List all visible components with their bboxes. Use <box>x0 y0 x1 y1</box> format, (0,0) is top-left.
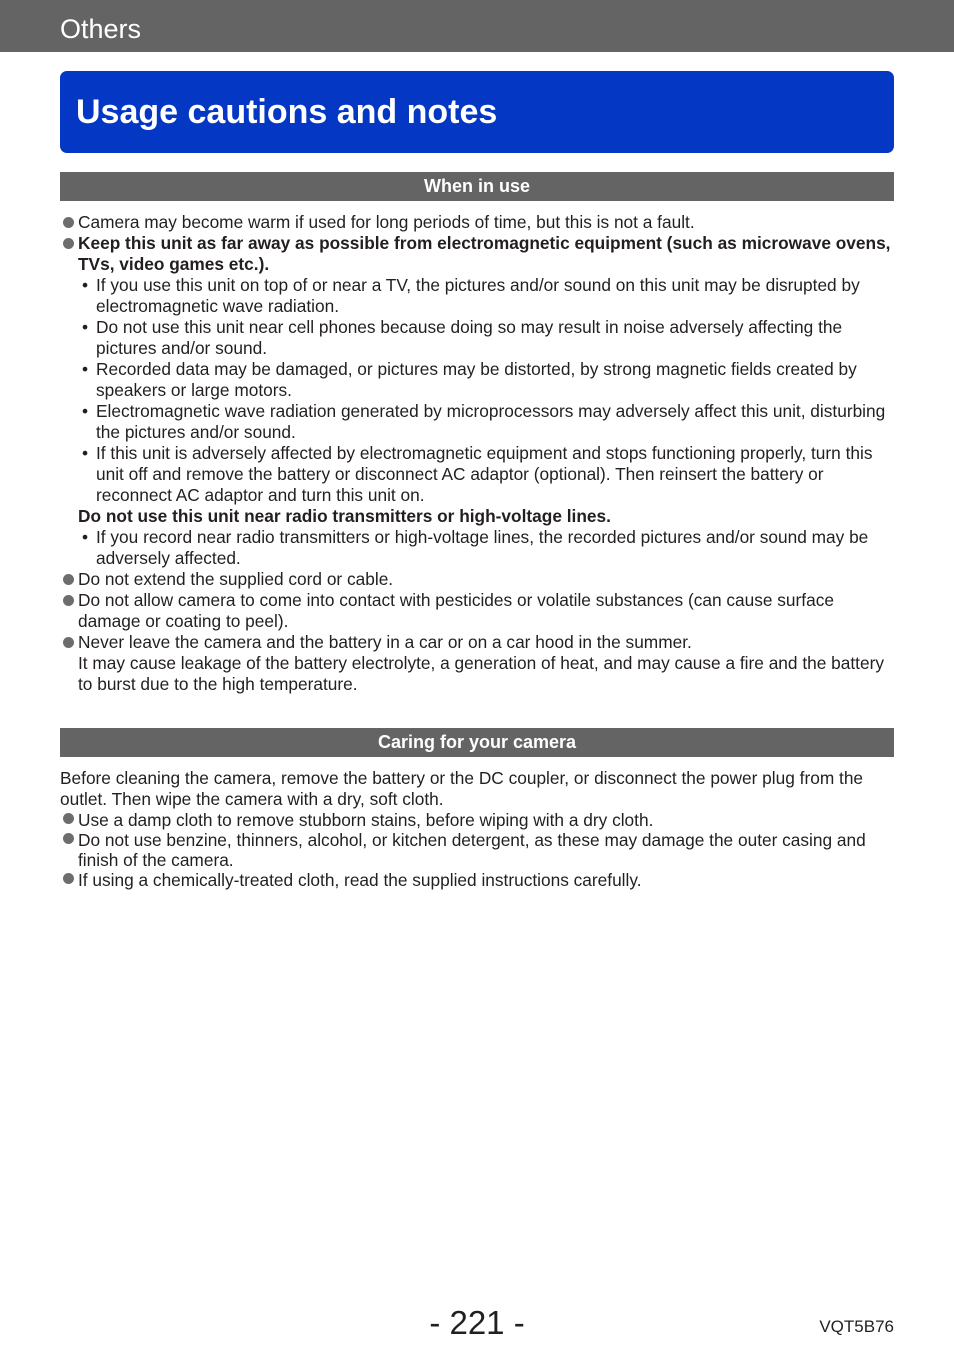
when-in-use-heading: When in use <box>60 172 894 201</box>
page-number: - 221 - <box>429 1304 525 1341</box>
section-title: Others <box>60 14 142 44</box>
sub-item: • Electromagnetic wave radiation generated by microprocessors may adversely affect this unit, disturbing the pictures and/or sound. <box>60 401 894 443</box>
bullet-item: Do not extend the supplied cord or cable. <box>60 569 894 590</box>
top-section-bar <box>0 0 954 52</box>
bullet-item: Camera may become warm if used for long periods of time, but this is not a fault. <box>60 212 894 233</box>
sub-item: • Do not use this unit near cell phones because doing so may result in noise adversely affecting the pictures and/or sound. <box>60 317 894 359</box>
sub-item: • If this unit is adversely affected by electromagnetic equipment and stops functioning properly, turn this unit off and remove the battery or disconnect AC adaptor (optional). Then reinsert the battery or reconnect AC adaptor and turn this unit on. <box>60 443 894 506</box>
sub-item: • If you record near radio transmitters or high-voltage lines, the recorded pictures and/or sound may be adversely affected. <box>60 527 894 569</box>
sub-item: • If you use this unit on top of or near a TV, the pictures and/or sound on this unit may be disrupted by electromagnetic wave radiation. <box>60 275 894 317</box>
when-in-use-content <box>60 212 894 695</box>
title-box <box>60 71 894 153</box>
radio-warning: Do not use this unit near radio transmitters or high-voltage lines. <box>78 506 611 526</box>
bullet-item: Do not use benzine, thinners, alcohol, or kitchen detergent, as these may damage the outer casing and finish of the camera. <box>60 830 894 870</box>
bullet-item: Do not allow camera to come into contact with pesticides or volatile substances (can cause surface damage or coating to peel). <box>60 590 894 632</box>
caring-intro: Before cleaning the camera, remove the battery or the DC coupler, or disconnect the power plug from the outlet. Then wipe the camera with a dry, soft cloth. <box>60 768 864 809</box>
caring-content <box>60 768 894 890</box>
bullet-item: If using a chemically-treated cloth, read the supplied instructions carefully. <box>60 870 894 890</box>
page-title: Usage cautions and notes <box>76 93 498 131</box>
caring-heading: Caring for your camera <box>60 728 894 757</box>
bullet-item-bold: Keep this unit as far away as possible from electromagnetic equipment (such as microwave ovens, TVs, video games etc.). <box>60 233 894 275</box>
sub-item: • Recorded data may be damaged, or pictures may be distorted, by strong magnetic fields created by speakers or large motors. <box>60 359 894 401</box>
bullet-item: Use a damp cloth to remove stubborn stains, before wiping with a dry cloth. <box>60 810 894 830</box>
document-code: VQT5B76 <box>819 1317 894 1336</box>
bullet-detail: It may cause leakage of the battery electrolyte, a generation of heat, and may cause a fire and the battery to burst due to the high temperature. <box>78 653 884 694</box>
bullet-item: Never leave the camera and the battery in a car or on a car hood in the summer. <box>60 632 894 653</box>
